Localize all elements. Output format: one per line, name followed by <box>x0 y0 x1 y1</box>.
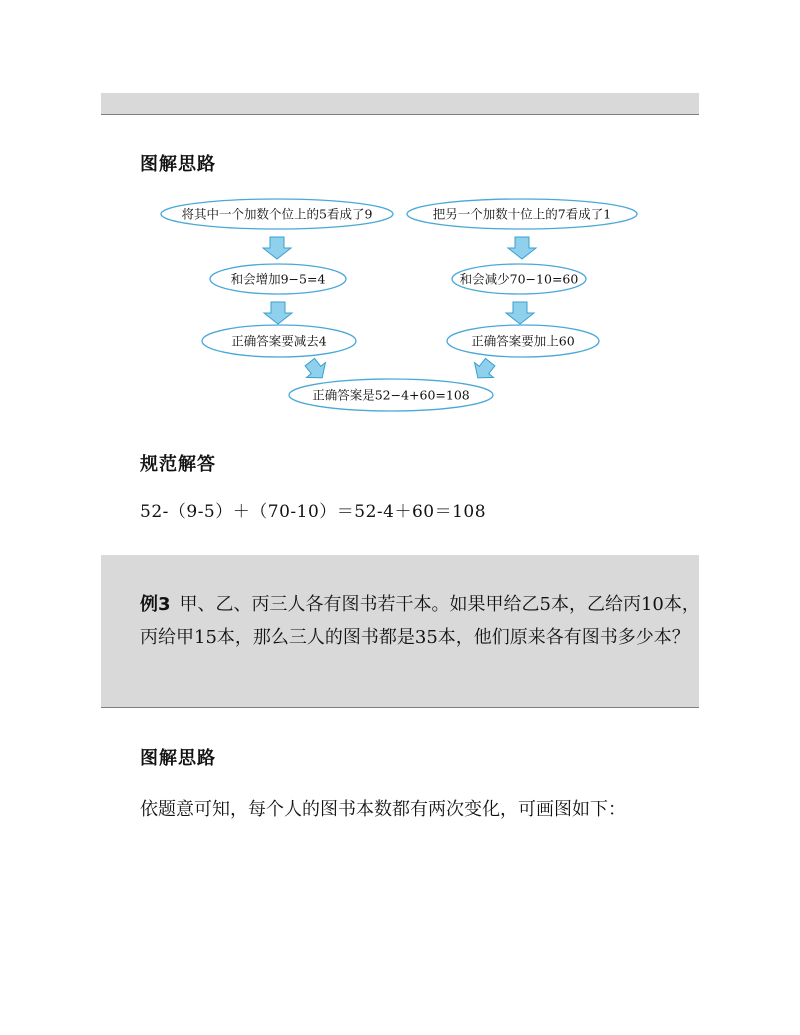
node-result-text: 正确答案是52−4+60=108 <box>312 387 470 403</box>
heading-diagram-idea-2: 图解思路 <box>140 748 216 769</box>
node-right-bottom-text: 正确答案要加上60 <box>471 333 575 349</box>
heading-diagram-idea-1: 图解思路 <box>140 154 216 175</box>
example-text-block <box>140 588 700 654</box>
node-left-bottom-text: 正确答案要减去4 <box>231 333 327 349</box>
heading-standard-answer: 规范解答 <box>140 454 216 475</box>
answer-formula: 52-（9-5）＋（70-10）＝52-4＋60＝108 <box>140 502 487 522</box>
arrow-down-icon <box>508 237 536 259</box>
arrow-down-left-icon <box>468 355 499 386</box>
example-label: 例3 <box>140 594 171 615</box>
node-left-top-text: 将其中一个加数个位上的5看成了9 <box>181 206 373 222</box>
example-box <box>101 555 699 708</box>
node-left-mid-text: 和会增加9−5=4 <box>230 271 326 287</box>
node-right-top-text: 把另一个加数十位上的7看成了1 <box>432 206 612 222</box>
arrow-down-right-icon <box>300 355 331 386</box>
arrow-down-icon <box>506 302 534 324</box>
node-right-mid-text: 和会减少70−10=60 <box>459 271 579 287</box>
flow-diagram <box>150 195 650 415</box>
arrow-down-icon <box>263 237 291 259</box>
example-problem-text: 甲、乙、丙三人各有图书若干本。如果甲给乙5本，乙给丙10本，丙给甲15本，那么三人的图书都是35本，他们原来各有图书多少本？ <box>140 594 700 648</box>
top-gray-bar <box>101 93 699 115</box>
explanation-paragraph: 依题意可知，每个人的图书本数都有两次变化，可画图如下： <box>140 799 626 820</box>
arrow-down-icon <box>264 302 292 324</box>
